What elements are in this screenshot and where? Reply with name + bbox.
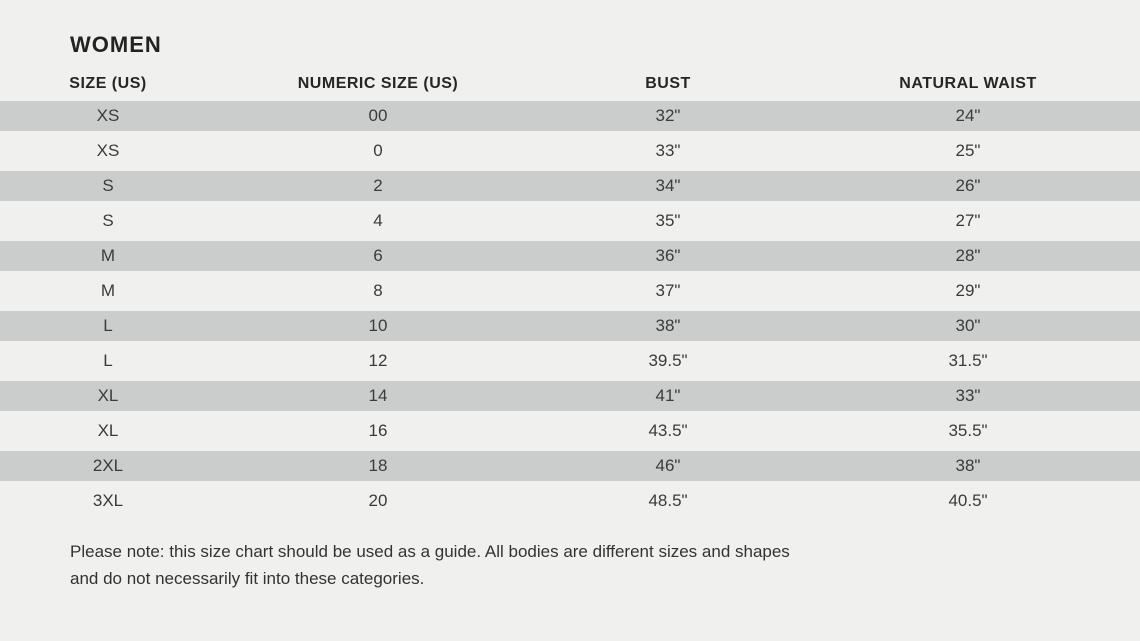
table-cell: 41": [655, 386, 681, 405]
column-header-numeric-size-us: NUMERIC SIZE (US): [297, 75, 459, 92]
table-cell: M: [100, 246, 116, 265]
table-cell: 20: [368, 491, 388, 510]
table-header-row: [0, 58, 1140, 101]
table-cell: 8: [373, 281, 383, 300]
table-cell: 18: [368, 456, 388, 475]
table-cell: 28": [955, 246, 981, 265]
table-cell: 36": [655, 246, 681, 265]
table-cell: 14: [368, 386, 388, 405]
table-row: [0, 101, 1140, 131]
table-row: [0, 271, 1140, 311]
table-cell: 37": [655, 281, 681, 300]
table-row: [0, 451, 1140, 481]
table-cell: 10: [368, 316, 388, 335]
table-cell: 24": [955, 106, 981, 125]
table-cell: 2: [373, 176, 383, 195]
table-cell: 6: [373, 246, 383, 265]
table-row: [0, 311, 1140, 341]
disclaimer-note: Please note: this size chart should be used as a guide. All bodies are different sizes and shapes and do not necessarily fit into these categories.: [70, 542, 790, 588]
table-cell: XS: [96, 106, 120, 125]
table-cell: 35.5": [948, 421, 988, 440]
table-cell: 39.5": [648, 351, 688, 370]
table-cell: 38": [955, 456, 981, 475]
table-cell: 46": [655, 456, 681, 475]
table-cell: 48.5": [648, 491, 688, 510]
table-cell: 43.5": [648, 421, 688, 440]
table-row: [0, 201, 1140, 241]
table-row: [0, 131, 1140, 171]
column-header-size-us: SIZE (US): [69, 75, 147, 92]
table-cell: 00: [368, 106, 388, 125]
table-row: [0, 241, 1140, 271]
table-row: [0, 171, 1140, 201]
table-cell: 27": [955, 211, 981, 230]
table-cell: 12: [368, 351, 388, 370]
page-title: WOMEN: [70, 32, 162, 57]
table-row: [0, 341, 1140, 381]
table-cell: 31.5": [948, 351, 988, 370]
table-cell: XL: [97, 421, 119, 440]
table-cell: 34": [655, 176, 681, 195]
table-cell: 3XL: [92, 491, 124, 510]
table-cell: 30": [955, 316, 981, 335]
table-row: [0, 411, 1140, 451]
table-cell: XS: [96, 141, 120, 160]
table-body: [0, 101, 1140, 521]
table-cell: 38": [655, 316, 681, 335]
table-cell: M: [100, 281, 116, 300]
table-cell: 0: [373, 141, 383, 160]
table-row: [0, 481, 1140, 521]
table-cell: 4: [373, 211, 383, 230]
table-row: [0, 381, 1140, 411]
table-cell: L: [103, 316, 113, 335]
column-header-natural-waist: NATURAL WAIST: [899, 75, 1037, 92]
table-cell: XL: [97, 386, 119, 405]
table-cell: 40.5": [948, 491, 988, 510]
size-chart-page: [0, 32, 1140, 641]
table-cell: 33": [655, 141, 681, 160]
table-cell: S: [102, 176, 114, 195]
table-cell: 33": [955, 386, 981, 405]
table-cell: 26": [955, 176, 981, 195]
table-cell: 29": [955, 281, 981, 300]
size-table: [0, 58, 1140, 521]
table-cell: L: [103, 351, 113, 370]
column-header-bust: BUST: [645, 75, 691, 92]
table-cell: 35": [655, 211, 681, 230]
table-cell: S: [102, 211, 114, 230]
table-cell: 16: [368, 421, 388, 440]
table-cell: 32": [655, 106, 681, 125]
table-cell: 2XL: [92, 456, 124, 475]
table-cell: 25": [955, 141, 981, 160]
